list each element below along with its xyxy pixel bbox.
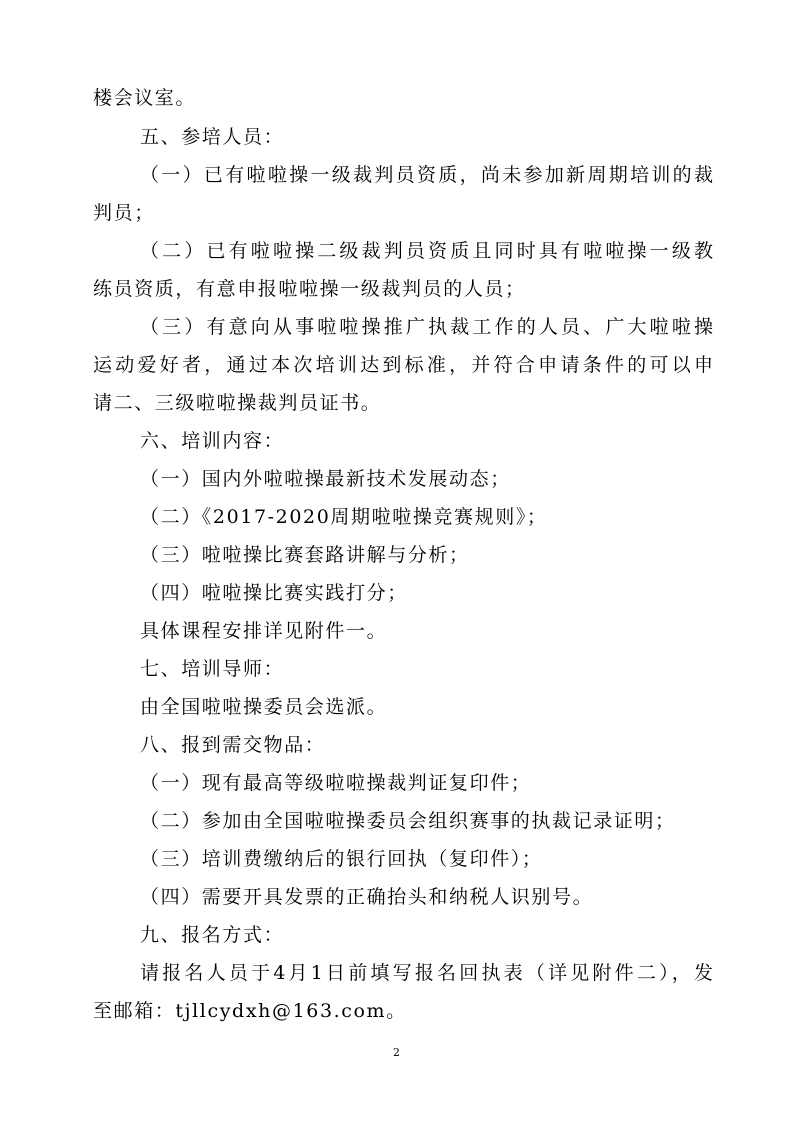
section-heading: 九、报名方式： bbox=[140, 924, 285, 946]
text-line: 请报名人员于4月1日前填写报名回执表（详见附件二），发 bbox=[140, 962, 713, 984]
section-heading: 八、报到需交物品： bbox=[140, 734, 326, 756]
text-line: （二）参加由全国啦啦操委员会组织赛事的执裁记录证明； bbox=[140, 810, 676, 832]
section-heading: 六、培训内容： bbox=[140, 430, 285, 452]
section-heading: 五、参培人员： bbox=[140, 126, 285, 148]
text-line: 练员资质，有意申报啦啦操一级裁判员的人员； bbox=[93, 278, 526, 300]
text-line: （三）有意向从事啦啦操推广执裁工作的人员、广大啦啦操 bbox=[140, 316, 713, 338]
page-number: 2 bbox=[393, 1046, 400, 1059]
text-line: （四）需要开具发票的正确抬头和纳税人识别号。 bbox=[140, 886, 594, 908]
text-line: （一）已有啦啦操一级裁判员资质，尚未参加新周期培训的裁 bbox=[140, 164, 713, 186]
text-line: （三）啦啦操比赛套路讲解与分析； bbox=[140, 544, 470, 566]
text-line: （三）培训费缴纳后的银行回执（复印件）； bbox=[140, 848, 543, 870]
text-line: （一）国内外啦啦操最新技术发展动态； bbox=[140, 468, 511, 490]
text-line: 楼会议室。 bbox=[93, 87, 197, 109]
text-line: 判员； bbox=[93, 202, 155, 224]
text-line: （一）现有最高等级啦啦操裁判证复印件； bbox=[140, 772, 532, 794]
text-line: 至邮箱：tjllcydxh@163.com。 bbox=[93, 1000, 407, 1022]
section-heading: 七、培训导师： bbox=[140, 658, 285, 680]
text-line: （四）啦啦操比赛实践打分； bbox=[140, 582, 408, 604]
text-line: 具体课程安排详见附件一。 bbox=[140, 620, 388, 642]
text-line: （二）已有啦啦操二级裁判员资质且同时具有啦啦操一级教 bbox=[140, 240, 713, 262]
text-line: 请二、三级啦啦操裁判员证书。 bbox=[93, 392, 382, 414]
text-line: 由全国啦啦操委员会选派。 bbox=[140, 696, 388, 718]
text-line: （二）《2017-2020周期啦啦操竞赛规则》； bbox=[140, 506, 548, 528]
text-line: 运动爱好者，通过本次培训达到标准，并符合申请条件的可以申 bbox=[93, 354, 713, 376]
